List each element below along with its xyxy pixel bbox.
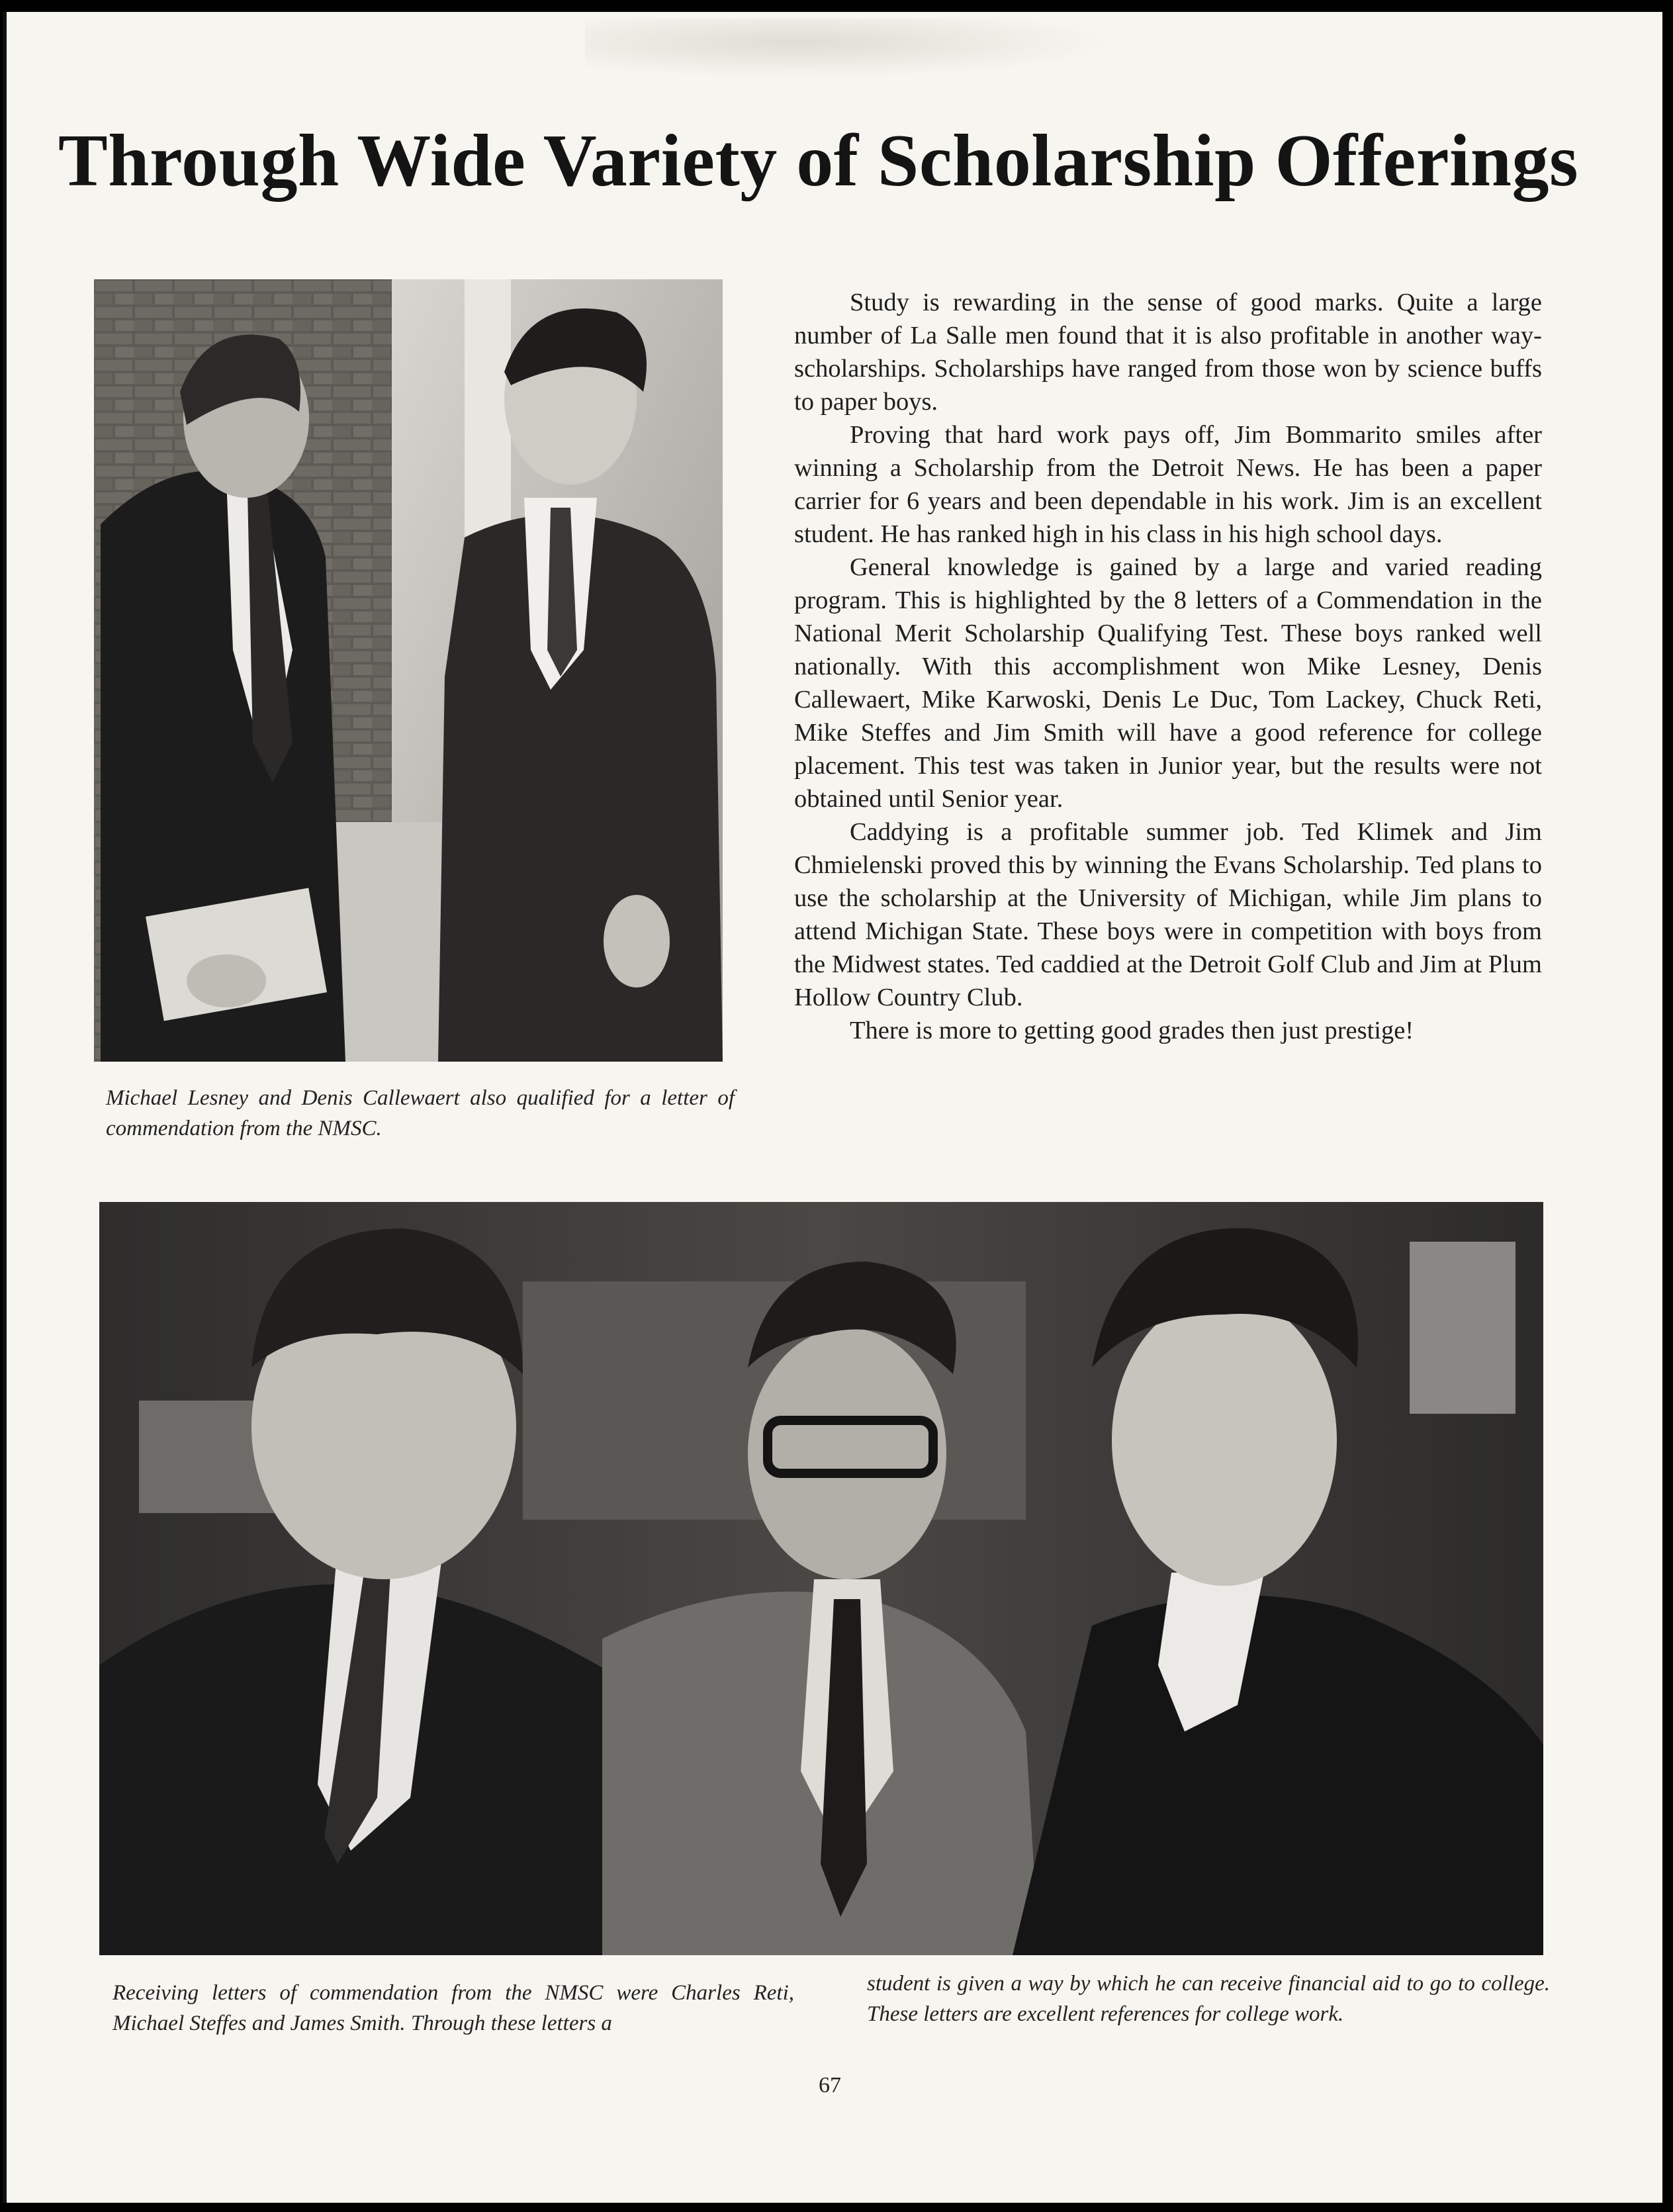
yearbook-page	[3, 12, 1662, 2203]
page-title: Through Wide Variety of Scholarship Offerings	[58, 120, 1579, 202]
article-paragraph: Proving that hard work pays off, Jim Bommarito smiles after winning a Scholarship from the Detroit News. He has been a paper carrier for 6 years and been dependable in his work. Jim is an excellent student. He has ranked high in his class in his high school days.	[794, 421, 1542, 548]
photo-two-students	[94, 279, 723, 1062]
page-number: 67	[819, 2073, 841, 2097]
photo-three-students	[99, 1202, 1543, 1955]
article-paragraph: Study is rewarding in the sense of good marks. Quite a large number of La Salle men found that it is also profitable in another way-scholarships. Scholarships have ranged from those won by science buffs to paper boys.	[794, 289, 1542, 416]
article-paragraph: Caddying is a profitable summer job. Ted Klimek and Jim Chmielenski proved this by winning the Evans Scholarship. Ted plans to use the scholarship at the University of Michigan, while Jim plans to attend Michigan State. These boys were in competition with boys from the Midwest states. Ted caddied at the Detroit Golf Club and Jim at Plum Hollow Country Club.	[794, 818, 1542, 1011]
scan-smudge	[585, 19, 1114, 78]
photo-caption-bottom-left: Receiving letters of commendation from the NMSC were Charles Reti, Michael Steffes and James Smith. Through these letters a	[113, 1981, 794, 2035]
scan-edge	[3, 12, 7, 2203]
article-paragraph: There is more to getting good grades then just prestige!	[850, 1017, 1414, 1044]
article-paragraph: General knowledge is gained by a large and varied reading program. This is highlighted by the 8 letters of a Commendation in the National Merit Scholarship Qualifying Test. These boys ranked well nationally. With this accomplishment won Mike Lesney, Denis Callewaert, Mike Karwoski, Denis Le Duc, Tom Lackey, Chuck Reti, Mike Steffes and Jim Smith will have a good reference for college placement. This test was taken in Junior year, but the results were not obtained until Senior year.	[794, 553, 1542, 813]
article-body	[794, 286, 1542, 1047]
photo-caption-top: Michael Lesney and Denis Callewaert also qualified for a letter of commendation from the NMSC.	[106, 1086, 735, 1140]
photo-caption-bottom-right: student is given a way by which he can receive financial aid to go to college. These letters are excellent references for college work.	[867, 1972, 1550, 2026]
